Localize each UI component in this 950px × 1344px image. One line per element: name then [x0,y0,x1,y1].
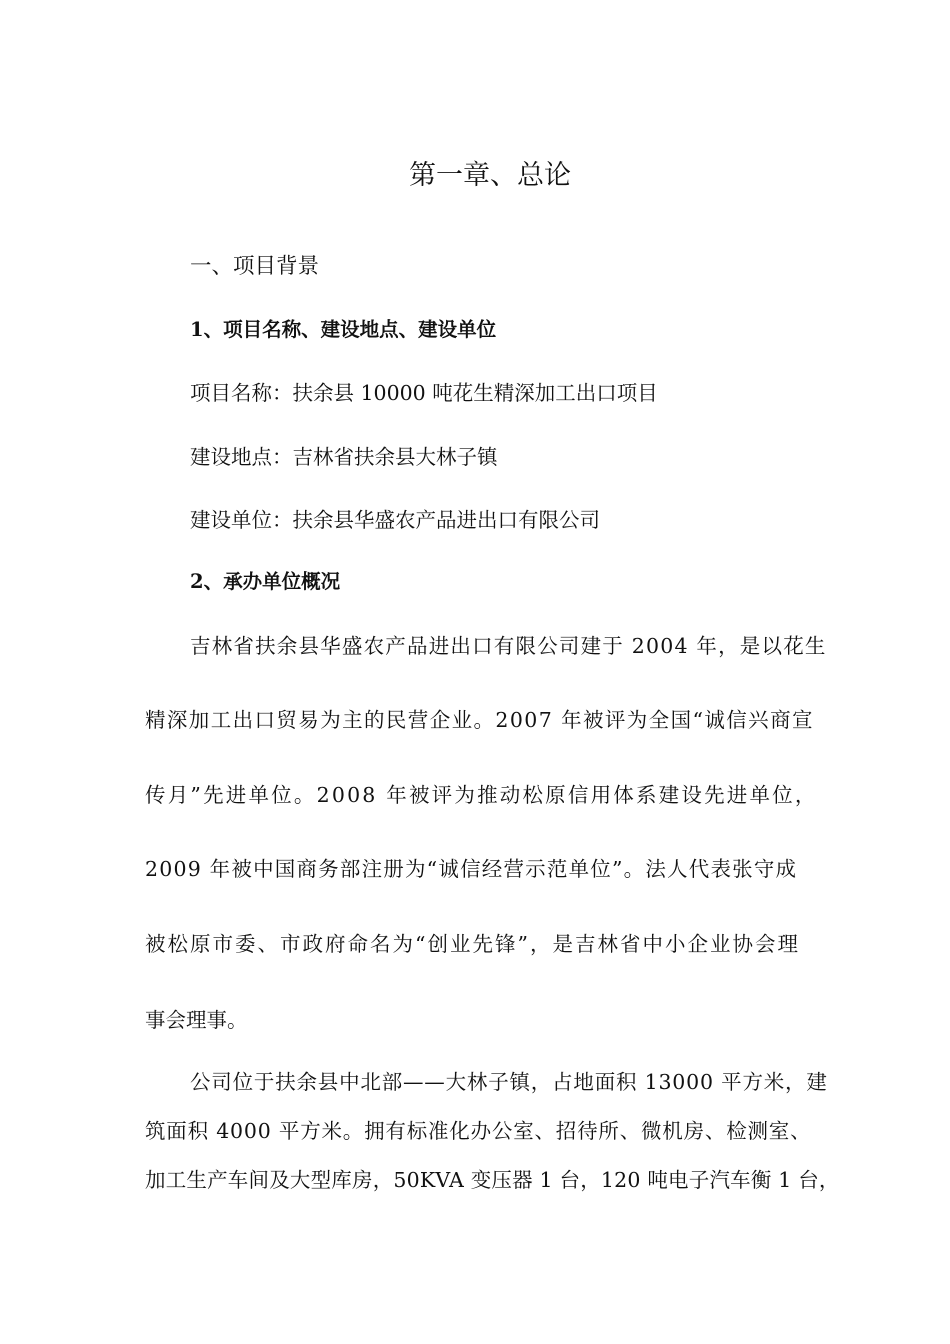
paragraph-line: 传月”先进单位。2008 年被评为推动松原信用体系建设先进单位， [145,783,818,807]
chapter-title: 第一章、总论 [409,160,571,191]
paragraph-line: 被松原市委、市政府命名为“创业先锋”，是吉林省中小企业协会理 [145,932,800,956]
paragraph-line: 公司位于扶余县中北部——大林子镇，占地面积 13000 平方米，建 [190,1070,828,1094]
paragraph-line: 吉林省扶余县华盛农产品进出口有限公司建于 2004 年，是以花生 [190,634,827,658]
paragraph-line: 精深加工出口贸易为主的民营企业。2007 年被评为全国“诚信兴商宣 [145,708,814,732]
project-unit-line: 建设单位：扶余县华盛农产品进出口有限公司 [190,508,600,532]
section-heading-project-background: 一、项目背景 [190,254,320,279]
subsection-heading-company-overview: 2、承办单位概况 [190,570,341,593]
paragraph-line: 筑面积 4000 平方米。拥有标准化办公室、招待所、微机房、检测室、 [145,1119,812,1143]
paragraph-line: 2009 年被中国商务部注册为“诚信经营示范单位”。法人代表张守成 [145,857,798,881]
project-name-line: 项目名称：扶余县 10000 吨花生精深加工出口项目 [190,381,658,405]
project-location-line: 建设地点：吉林省扶余县大林子镇 [190,445,498,469]
paragraph-line: 事会理事。 [145,1008,248,1032]
paragraph-line: 加工生产车间及大型库房，50KVA 变压器 1 台，120 吨电子汽车衡 1 台， [145,1168,840,1192]
subsection-heading-name-location-unit: 1、项目名称、建设地点、建设单位 [190,318,497,341]
